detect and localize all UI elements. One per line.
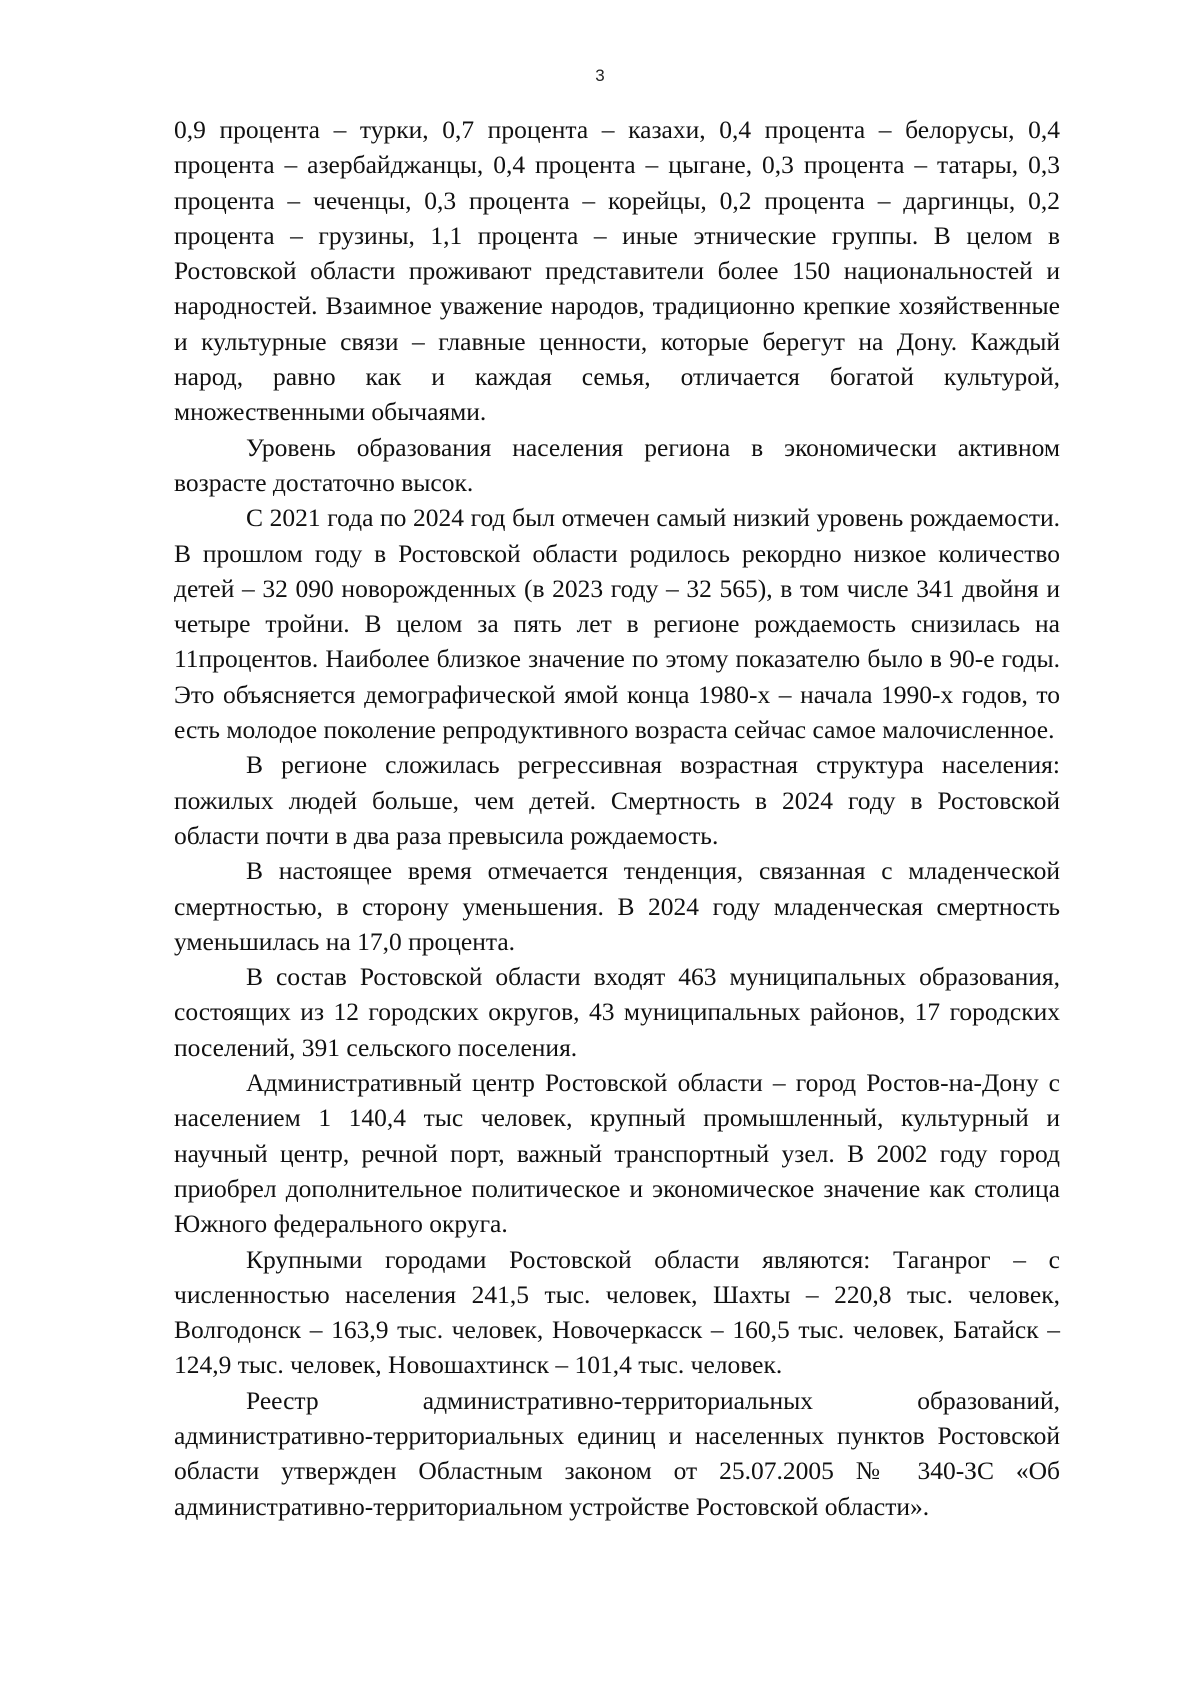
document-body: [174, 112, 1060, 1524]
paragraph-major-cities: Крупными городами Ростовской области являются: Таганрог – с численностью населения 241,5 тыс. человек, Шахты – 220,8 тыс. человек, Волгодонск – 163,9 тыс. человек, Новочеркасск – 160,5 тыс. человек, Батайск – 124,9 тыс. человек, Новошахтинск – 101,4 тыс. человек.: [174, 1244, 1060, 1380]
paragraph-registry-law: Реестр административно-территориальных образований, административно-территориальных единиц и населенных пунктов Ростовской области утвержден Областным законом от 25.07.2005 № 340-ЗС «Об административно-территориальном устройстве Ростовской области».: [174, 1385, 1060, 1521]
paragraph-ethnic-composition: 0,9 процента – турки, 0,7 процента – казахи, 0,4 процента – белорусы, 0,4 процента – азербайджанцы, 0,4 процента – цыгане, 0,3 процента – татары, 0,3 процента – чеченцы, 0,3 процента – корейцы, 0,2 процента – даргинцы, 0,2 процента – грузины, 1,1 процента – иные этнические группы. В целом в Ростовской области проживают представители более 150 национальностей и народностей. Взаимное уважение народов, традиционно крепкие хозяйственные и культурные связи – главные ценности, которые берегут на Дону. Каждый народ, равно как и каждая семья, отличается богатой культурой, множественными обычаями.: [174, 115, 1060, 427]
paragraph-age-structure: В регионе сложилась регрессивная возрастная структура населения: пожилых людей больше, чем детей. Смертность в 2024 году в Ростовской области почти в два раза превысила рождаемость.: [174, 750, 1060, 850]
paragraph-municipal-formations: В состав Ростовской области входят 463 муниципальных образования, состоящих из 12 городских округов, 43 муниципальных районов, 17 городских поселений, 391 сельского поселения.: [174, 962, 1060, 1062]
page-number: 3: [595, 66, 605, 85]
paragraph-education-level: Уровень образования населения региона в экономически активном возрасте достаточно высок.: [174, 432, 1060, 497]
paragraph-birth-rate: С 2021 года по 2024 год был отмечен самый низкий уровень рождаемости. В прошлом году в Ростовской области родилось рекордно низкое количество детей – 32 090 новорожденных (в 2023 году – 32 565), в том числе 341 двойня и четыре тройни. В целом за пять лет в регионе рождаемость снизилась на 11процентов. Наиболее близкое значение по этому показателю было в 90-е годы. Это объясняется демографической ямой конца 1980-х – начала 1990-х годов, то есть молодое поколение репродуктивного возраста сейчас самое малочисленное.: [174, 503, 1060, 745]
paragraph-infant-mortality: В настоящее время отмечается тенденция, связанная с младенческой смертностью, в сторону уменьшения. В 2024 году младенческая смертность уменьшилась на 17,0 процента.: [174, 856, 1060, 956]
paragraph-administrative-center: Административный центр Ростовской области – город Ростов-на-Дону с населением 1 140,4 тыс человек, крупный промышленный, культурный и научный центр, речной порт, важный транспортный узел. В 2002 году город приобрел дополнительное политическое и экономическое значение как столица Южного федерального округа.: [174, 1068, 1060, 1239]
